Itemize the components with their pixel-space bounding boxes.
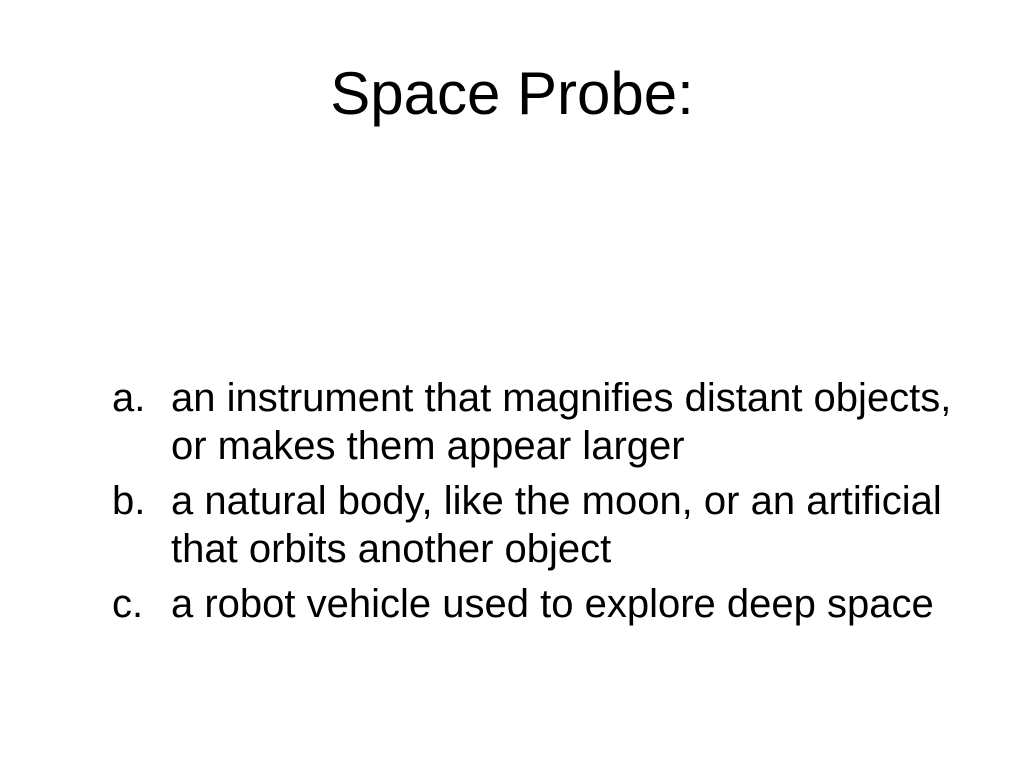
list-item-text: an instrument that magnifies distant objects, or makes them appear larger	[171, 376, 952, 468]
list-item-letter: b.	[112, 479, 146, 523]
list-item	[112, 374, 955, 470]
list-item-letter: c.	[112, 582, 144, 626]
list-item	[112, 477, 955, 573]
list-item	[112, 580, 955, 628]
answer-list	[112, 374, 955, 635]
list-item-letter: a.	[112, 376, 146, 420]
list-item-text: a robot vehicle used to explore deep space	[171, 582, 934, 626]
list-item-text: a natural body, like the moon, or an artificial that orbits another object	[171, 479, 942, 571]
slide-title: Space Probe:	[330, 60, 694, 127]
